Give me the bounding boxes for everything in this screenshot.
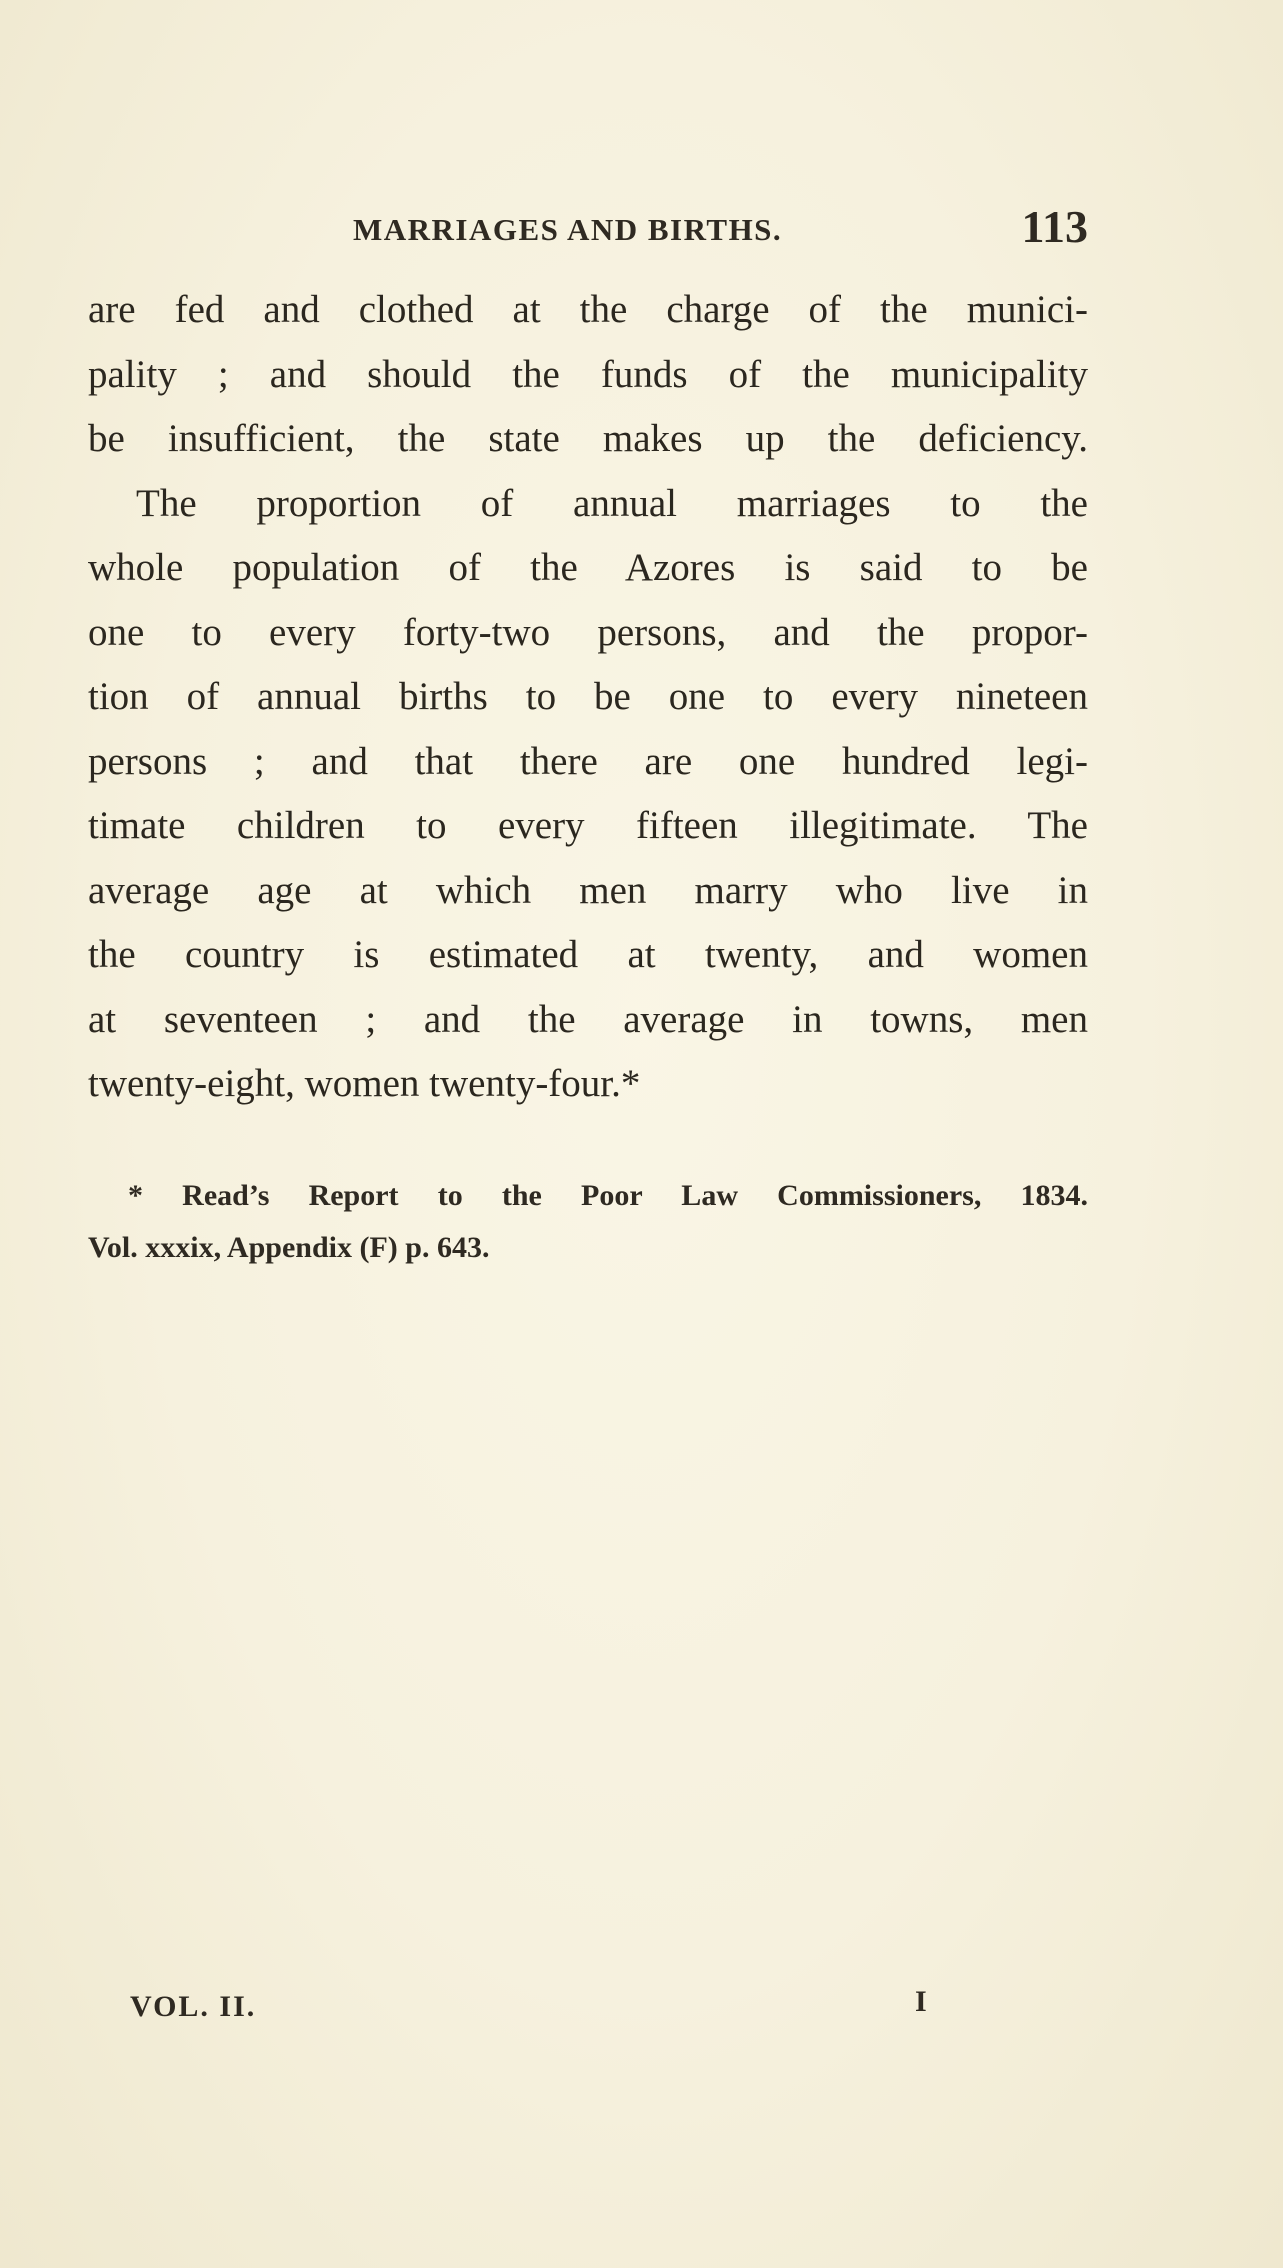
body-line: persons ; and that there are one hundred legi-	[88, 739, 1088, 783]
body-text	[88, 278, 1088, 1117]
footnote-line: Vol. xxxix, Appendix (F) p. 643.	[88, 1231, 490, 1264]
body-line: whole population of the Azores is said to be	[88, 546, 1088, 589]
body-line: at seventeen ; and the average in towns, men	[88, 997, 1088, 1041]
body-line: are fed and clothed at the charge of the munici-	[88, 288, 1088, 331]
body-line: be insufficient, the state makes up the deficiency.	[88, 417, 1088, 460]
body-line: average age at which men marry who live in	[88, 868, 1088, 912]
page-number: 113	[1021, 201, 1088, 252]
running-head	[88, 200, 1088, 260]
footnote	[88, 1170, 1088, 1274]
footnote-line: * Read’s Report to the Poor Law Commissioners, 1834.	[128, 1179, 1088, 1212]
body-line: the country is estimated at twenty, and women	[88, 933, 1088, 976]
paragraph-start-line: The proportion of annual marriages to the	[136, 481, 1088, 525]
body-line: tion of annual births to be one to every nineteen	[88, 675, 1088, 718]
body-line: pality ; and should the funds of the municipality	[88, 352, 1088, 396]
volume-signature: VOL. II.	[130, 1990, 257, 2023]
signature-mark: I	[915, 1985, 927, 2018]
running-title: MARRIAGES AND BIRTHS.	[353, 212, 783, 247]
body-line: one to every forty-two persons, and the propor-	[88, 610, 1088, 654]
body-line: timate children to every fifteen illegitimate. The	[88, 804, 1088, 847]
body-line-last: twenty-eight, women twenty-four.*	[88, 1062, 641, 1105]
